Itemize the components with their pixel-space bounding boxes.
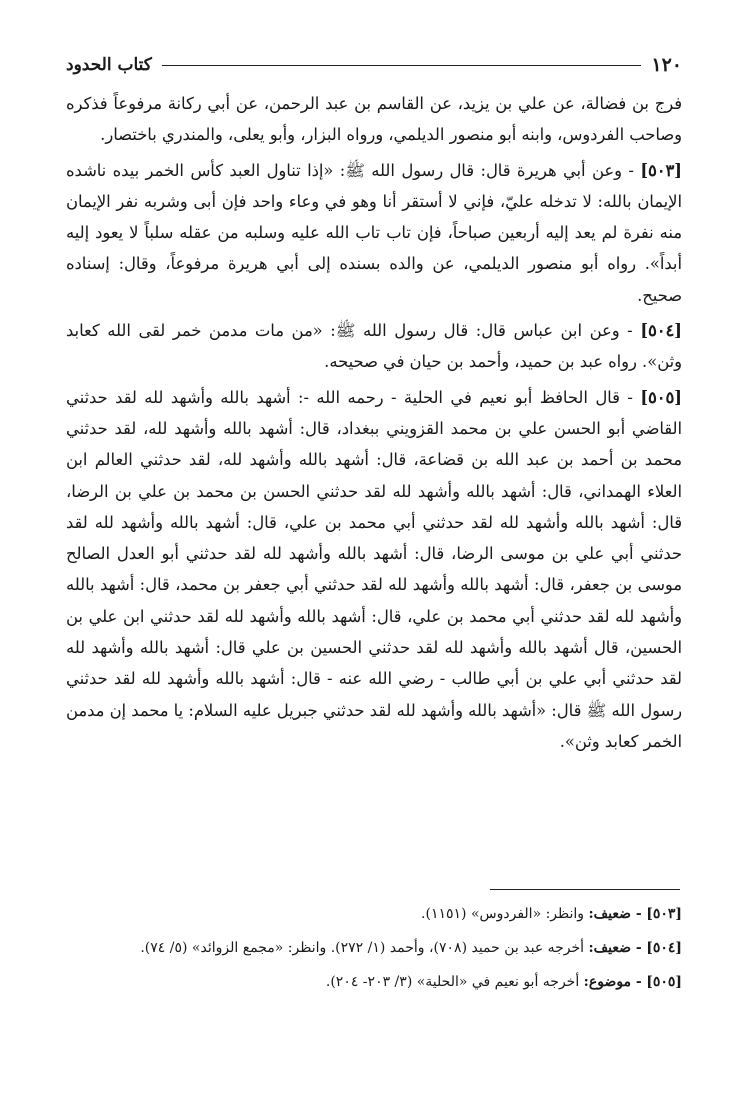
hadith-text: - وعن ابن عباس قال: قال رسول الله ﷺ: «من مات مدمن خمر لقى الله كعابد وثن». رواه عبد بن حميد، وأحمد بن حيان في صحيحه.: [66, 321, 682, 372]
footnote-text: وانظر: «الفردوس» (١١٥١).: [421, 906, 585, 922]
hadith-number: [٥٠٣]: [640, 160, 682, 180]
hadith-text: - قال الحافظ أبو نعيم في الحلية - رحمه الله -: أشهد بالله وأشهد لله لقد حدثني القاضي أبو الحسن علي بن محمد القزويني ببغداد، قال: أشهد بالله وأشهد لله، لقد حدثني محمد بن أحمد بن عبد الله بن قضاعة، قال: أشهد بالله وأشهد لله، لقد حدثني العالم ابن العلاء الهمداني، قال: أشهد بالله وأشهد لله لقد حدثني الحسن بن محمد بن علي بن الرضا، قال: أشهد بالله وأشهد لله لقد حدثني أبي محمد بن علي، قال: أشهد بالله وأشهد لله لقد حدثني أبي علي بن موسى الرضا، قال: أشهد بالله وأشهد لله لقد حدثني أبو العدل الصالح موسى بن جعفر، قال: أشهد بالله وأشهد لله لقد حدثني أبي جعفر بن محمد، قال: أشهد بالله وأشهد لله لقد حدثني أبي محمد بن علي، قال: أشهد بالله وأشهد لله لقد حدثني ابن علي بن الحسين، قال أشهد بالله وأشهد لله لقد حدثني الحسين بن علي قال: أشهد بالله وأشهد لله لقد حدثني أبي علي بن أبي طالب - رضي الله عنه - قال: أشهد بالله وأشهد لله لقد حدثني رسول الله ﷺ قال: «أشهد بالله وأشهد لله لقد حدثني جبريل عليه السلام: يا محمد إن مدمن الخمر كعابد وثن».: [66, 387, 682, 751]
footnote: [66, 936, 682, 960]
footnote-number: [٥٠٣]: [646, 906, 682, 922]
footnotes: [66, 902, 682, 1004]
footnote-number: [٥٠٥]: [646, 974, 682, 990]
footnote-text: أخرجه عبد بن حميد (٧٠٨)، وأحمد (١/ ٢٧٢). وانظر: «مجمع الزوائد» (٥/ ٧٤).: [140, 940, 585, 956]
paragraph-continuation: [66, 88, 682, 151]
footnote-text: أخرجه أبو نعيم في «الحلية» (٣/ ٢٠٣- ٢٠٤).: [325, 974, 580, 990]
footnote-grade: - موضوع:: [583, 974, 642, 990]
page-header: [66, 50, 682, 80]
footnote: [66, 970, 682, 994]
hadith-number: [٥٠٤]: [640, 321, 682, 341]
running-title: كتاب الحدود: [66, 55, 152, 75]
hadith-number: [٥٠٥]: [640, 387, 682, 407]
header-rule: [162, 65, 641, 66]
main-text: [66, 88, 682, 761]
hadith-503: [66, 155, 682, 311]
page-number: ١٢٠: [651, 54, 682, 76]
hadith-504: [66, 315, 682, 378]
footnote-number: [٥٠٤]: [646, 940, 682, 956]
footnote-separator: [490, 889, 680, 890]
hadith-text: - وعن أبي هريرة قال: قال رسول الله ﷺ: «إذا تناول العبد كأس الخمر بيده ناشده الإيمان بالله: لا تدخله عليّ، فإني لا أستقر أنا وهو في وعاء واحد فإن أبى وشربه نفر الإيمان منه نفرة لم يعد إليه أربعين صباحاً، فإن تاب تاب الله عليه وسلبه من عقله سلباً لا يعود إليه أبداً». رواه أبو منصور الديلمي، عن والده بسنده إلى أبي هريرة مرفوعاً، وقال: إسناده صحيح.: [66, 160, 682, 305]
footnote-grade: - ضعيف:: [588, 940, 642, 956]
hadith-505: [66, 382, 682, 758]
footnote: [66, 902, 682, 926]
paragraph-text: فرج بن فضالة، عن علي بن يزيد، عن القاسم بن عبد الرحمن، عن أبي ركانة مرفوعاً فذكره وصاحب الفردوس، وابنه أبو منصور الديلمي، ورواه البزار، وأبو يعلى، والمندري باختصار.: [66, 94, 682, 145]
footnote-grade: - ضعيف:: [588, 906, 642, 922]
